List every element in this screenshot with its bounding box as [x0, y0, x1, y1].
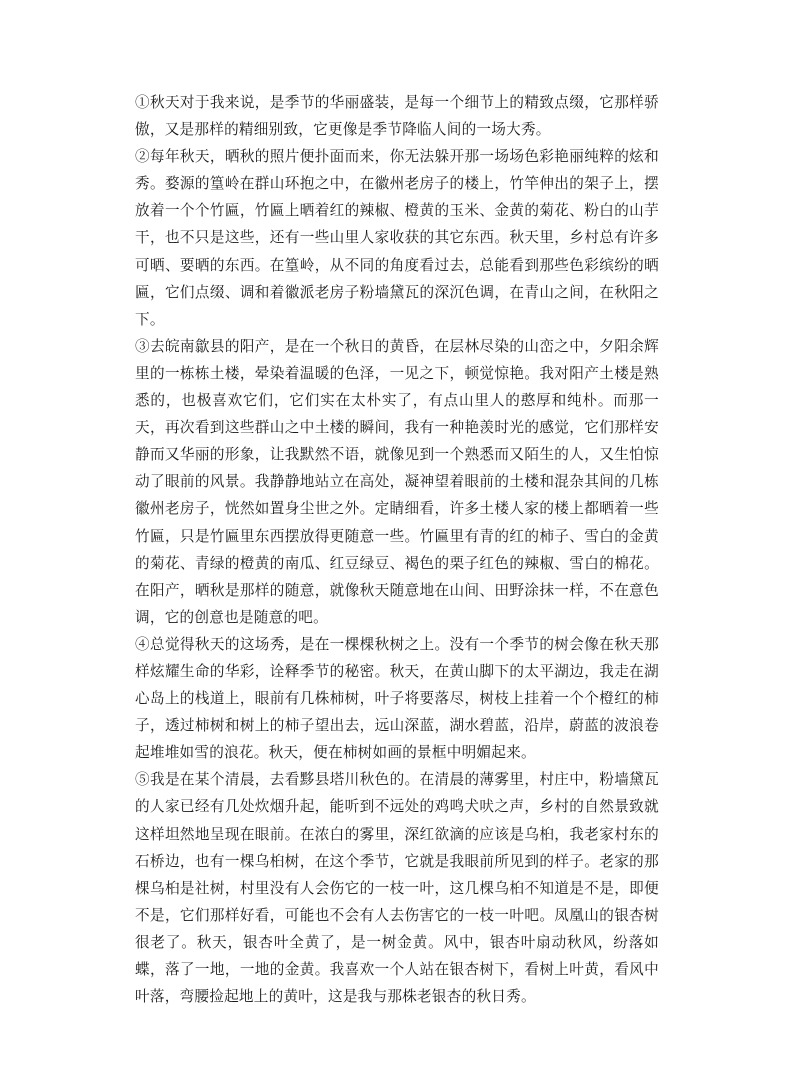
paragraph-5: ⑤我是在某个清晨，去看黟县塔川秋色的。在清晨的薄雾里，村庄中，粉墙黛瓦的人家已经有几处炊烟升起，能听到不远处的鸡鸣犬吠之声，乡村的自然景致就这样坦然地呈现在眼前。在浓白的雾里，深红欲滴的应该是乌桕，我老家村东的石桥边，也有一棵乌桕树，在这个季节，它就是我眼前所见到的样子。老家的那棵乌桕是社树，村里没有人会伤它的一枝一叶，这几棵乌桕不知道是不是，即便不是，它们那样好看，可能也不会有人去伤害它的一枝一叶吧。凤凰山的银杏树很老了。秋天，银杏叶全黄了，是一树金黄。风中，银杏叶扇动秋风，纷落如蝶，落了一地，一地的金黄。我喜欢一个人站在银杏树下，看树上叶黄，看风中叶落，弯腰捡起地上的黄叶，这是我与那株老银杏的秋日秀。: [135, 771, 659, 1006]
paragraph-2: ②每年秋天，晒秋的照片便扑面而来，你无法躲开那一场场色彩艳丽纯粹的炫和秀。婺源的篁岭在群山环抱之中，在徽州老房子的楼上，竹竿伸出的架子上，摆放着一个个竹匾，竹匾上晒着红的辣椒、橙黄的玉米、金黄的菊花、粉白的山芋干，也不只是这些，还有一些山里人家收获的其它东西。秋天里，乡村总有许多可晒、要晒的东西。在篁岭，从不同的角度看过去，总能看到那些色彩缤纷的晒匾，它们点缀、调和着徽派老房子粉墙黛瓦的深沉色调，在青山之间，在秋阳之下。: [135, 148, 659, 328]
paragraph-1: ①秋天对于我来说，是季节的华丽盛装，是每一个细节上的精致点缀，它那样骄傲，又是那样的精细别致，它更像是季节降临人间的一场大秀。: [135, 94, 659, 139]
paragraph-3: ③去皖南歙县的阳产，是在一个秋日的黄昏，在层林尽染的山峦之中，夕阳余辉里的一栋栋土楼，晕染着温暖的色泽，一见之下，顿觉惊艳。我对阳产土楼是熟悉的，也极喜欢它们，它们实在太朴实了，有点山里人的憨厚和纯朴。而那一天，再次看到这些群山之中土楼的瞬间，我有一种艳羡时光的感觉，它们那样安静而又华丽的形象，让我默然不语，就像见到一个熟悉而又陌生的人，又生怕惊动了眼前的风景。我静静地站立在高处，凝神望着眼前的土楼和混杂其间的几栋徽州老房子，恍然如置身尘世之外。定睛细看，许多土楼人家的楼上都晒着一些竹匾，只是竹匾里东西摆放得更随意一些。竹匾里有青的红的柿子、雪白的金黄的菊花、青绿的橙黄的南瓜、红豆绿豆、褐色的栗子红色的辣椒、雪白的棉花。在阳产，晒秋是那样的随意，就像秋天随意地在山间、田野涂抹一样，不在意色调，它的创意也是随意的吧。: [135, 337, 659, 626]
article-body: [135, 89, 659, 1010]
paragraph-4: ④总觉得秋天的这场秀，是在一棵棵秋树之上。没有一个季节的树会像在秋天那样炫耀生命的华彩，诠释季节的秘密。秋天，在黄山脚下的太平湖边，我走在湖心岛上的栈道上，眼前有几株柿树，叶子将要落尽，树枝上挂着一个个橙红的柿子，透过柿树和树上的柿子望出去，远山深蓝，湖水碧蓝，沿岸，蔚蓝的波浪卷起堆堆如雪的浪花。秋天，便在柿树如画的景框中明媚起来。: [135, 635, 659, 762]
